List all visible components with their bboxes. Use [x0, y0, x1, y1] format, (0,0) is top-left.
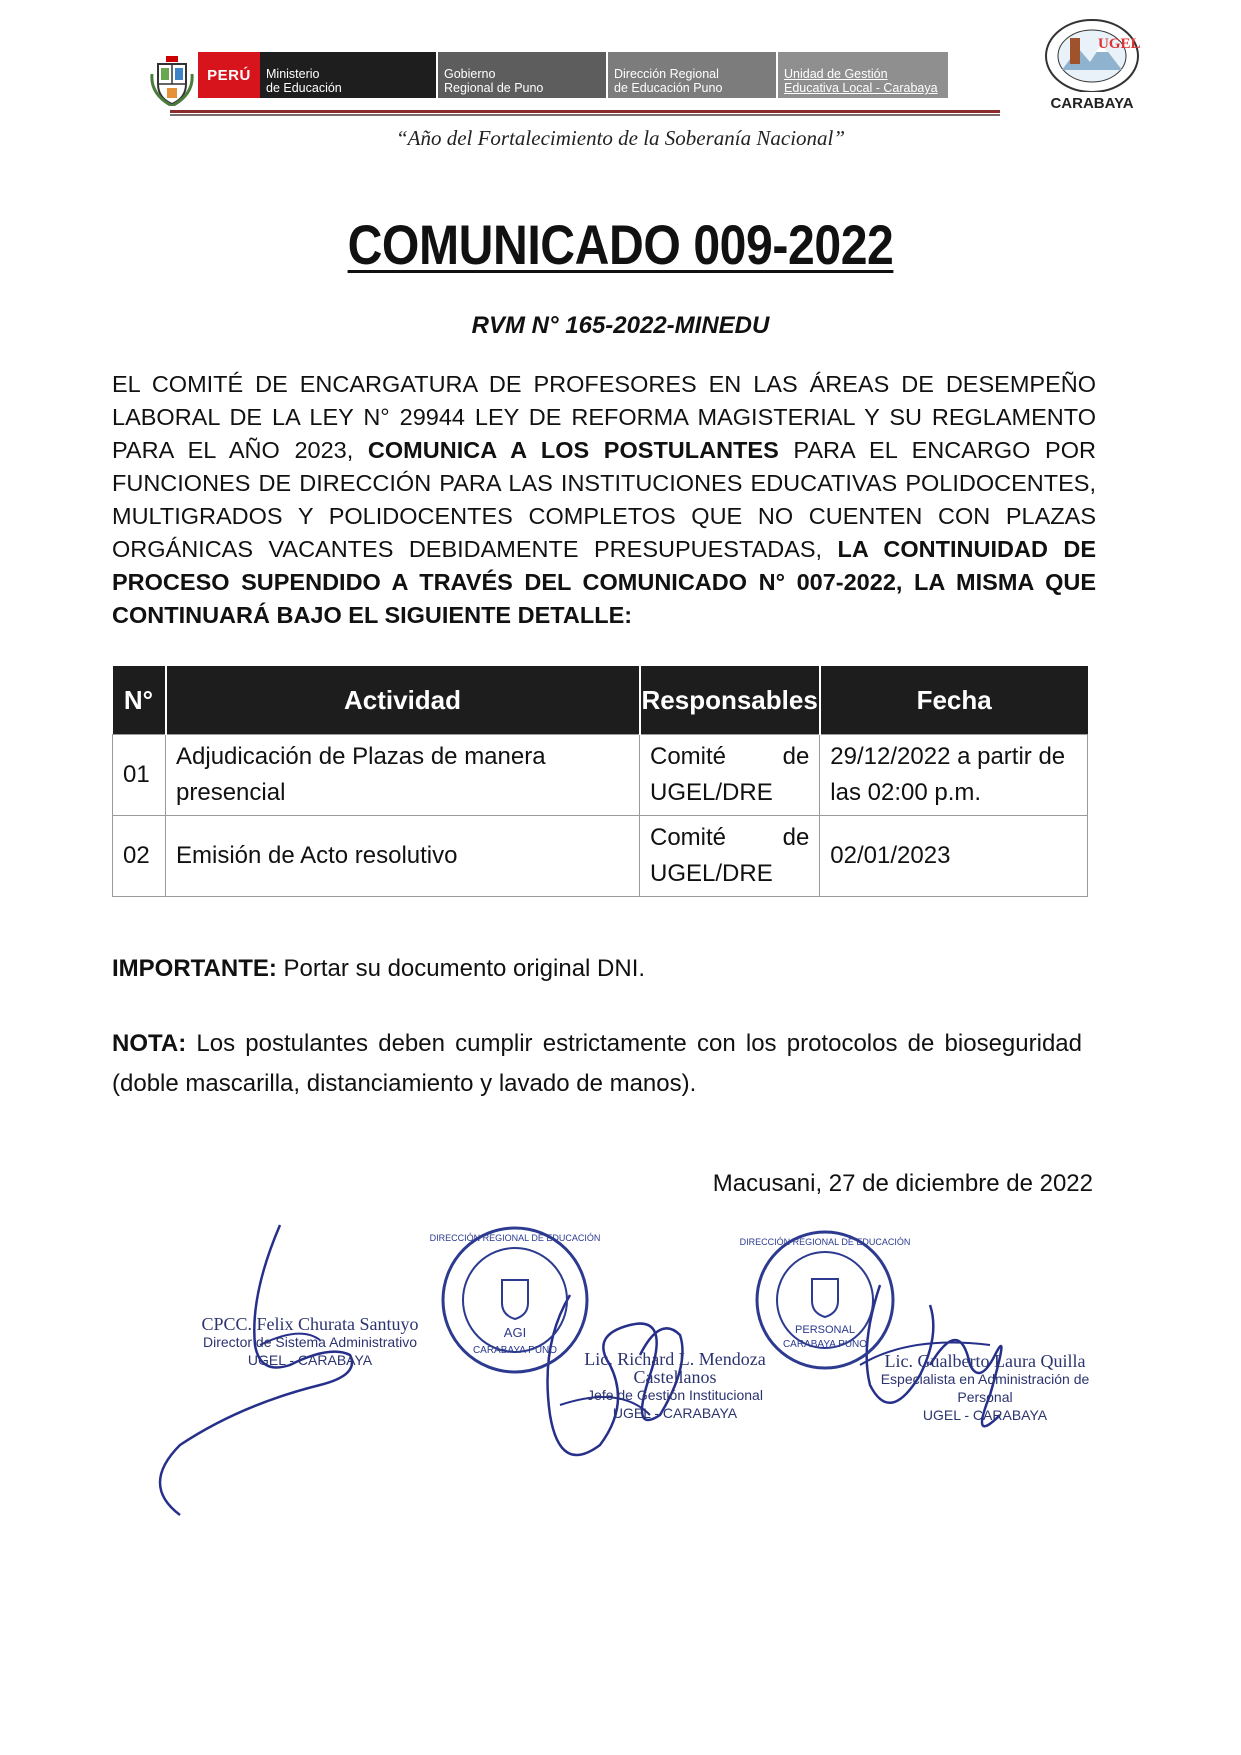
year-motto: “Año del Fortalecimiento de la Soberanía Nacional”: [395, 126, 846, 150]
row-number: 02: [113, 816, 166, 897]
direccion-regional-segment: Dirección Regional de Educación Puno: [608, 52, 776, 98]
signature-block: [90, 1215, 1150, 1565]
header-rule-secondary: [170, 114, 1000, 116]
row-activity: Emisión de Acto resolutivo: [166, 816, 640, 897]
row-responsables: Comité de UGEL/DRE: [640, 735, 820, 816]
svg-text:PERSONAL: PERSONAL: [795, 1324, 855, 1336]
svg-text:DIRECCIÓN REGIONAL DE EDUCACIÓ: DIRECCIÓN REGIONAL DE EDUCACIÓN: [429, 1233, 601, 1243]
letterhead: [150, 46, 1050, 106]
svg-text:AGI: AGI: [503, 1325, 527, 1340]
column-header-responsables: Responsables: [640, 666, 820, 735]
row-date: 29/12/2022 a partir de las 02:00 p.m.: [820, 735, 1088, 816]
place-and-date: Macusani, 27 de diciembre de 2022: [712, 1170, 1093, 1197]
ugel-segment: Unidad de Gestión Educativa Local - Carabaya: [778, 52, 948, 98]
signature-2-caption: Lic. Richard L. Mendoza Castellanos Jefe de Gestión Institucional UGEL - CARABAYA: [584, 1349, 766, 1421]
row-activity: Adjudicación de Plazas de manera presencial: [166, 735, 640, 816]
svg-text:CARABAYA PUNO: CARABAYA PUNO: [472, 1345, 558, 1356]
signature-1-caption: CPCC. Felix Churata Santuyo Director de Sistema Administrativo UGEL - CARABAYA: [201, 1314, 419, 1368]
stamp-personal-icon: [740, 1232, 911, 1368]
column-header-activity: Actividad: [166, 666, 640, 735]
table-row: [113, 735, 1088, 816]
peru-coat-of-arms-icon: [150, 54, 194, 106]
svg-text:DIRECCIÓN REGIONAL DE EDUCACIÓ: DIRECCIÓN REGIONAL DE EDUCACIÓN: [739, 1237, 911, 1247]
nota-note: NOTA: Los postulantes deben cumplir estrictamente con los protocolos de bioseguridad (doble mascarilla, distanciamiento y lavado de manos).: [112, 1030, 1082, 1097]
document-subtitle: RVM N° 165-2022-MINEDU: [471, 312, 770, 339]
header-rule: [170, 110, 1000, 113]
document-title: COMUNICADO 009-2022: [347, 213, 894, 276]
important-note: IMPORTANTE: Portar su documento original DNI.: [112, 955, 646, 982]
svg-text:CARABAYA PUNO: CARABAYA PUNO: [782, 1339, 868, 1350]
svg-text:CARABAYA: CARABAYA: [1050, 95, 1134, 112]
table-header-row: [113, 666, 1088, 735]
ministerio-segment: Ministerio de Educación: [260, 52, 436, 98]
intro-paragraph: EL COMITÉ DE ENCARGATURA DE PROFESORES EN LAS ÁREAS DE DESEMPEÑO LABORAL DE LA LEY N° 29944 LEY DE REFORMA MAGISTERIAL Y SU REGLAMENTO PARA EL AÑO 2023, COMUNICA A LOS POSTULANTES PARA EL ENCARGO POR FUNCIONES DE DIRECCIÓN PARA LAS INSTITUCIONES EDUCATIVAS POLIDOCENTES, MULTIGRADOS Y POLIDOCENTES COMPLETOS QUE NO CUENTEN CON PLAZAS ORGÁNICAS VACANTES DEBIDAMENTE PRESUPUESTADAS, LA CONTINUIDAD DE PROCESO SUPENDIDO A TRAVÉS DEL COMUNICADO N° 007-2022, LA MISMA QUE CONTINUARÁ BAJO EL SIGUIENTE DETALLE:: [112, 371, 1096, 628]
row-responsables: Comité de UGEL/DRE: [640, 816, 820, 897]
row-number: 01: [113, 735, 166, 816]
row-date: 02/01/2023: [820, 816, 1088, 897]
column-header-number: N°: [113, 666, 166, 735]
svg-text:UGEL: UGEL: [1098, 36, 1141, 52]
ugel-carabaya-logo-icon: [1040, 18, 1144, 114]
peru-label: PERÚ: [198, 52, 260, 98]
signature-3-caption: Lic. Gualberto Laura Quilla Especialista en Administración de Personal UGEL - CARABAYA: [880, 1351, 1090, 1423]
column-header-date: Fecha: [820, 666, 1088, 735]
gobierno-regional-segment: Gobierno Regional de Puno: [438, 52, 606, 98]
schedule-table: [112, 666, 1088, 897]
table-row: [113, 816, 1088, 897]
